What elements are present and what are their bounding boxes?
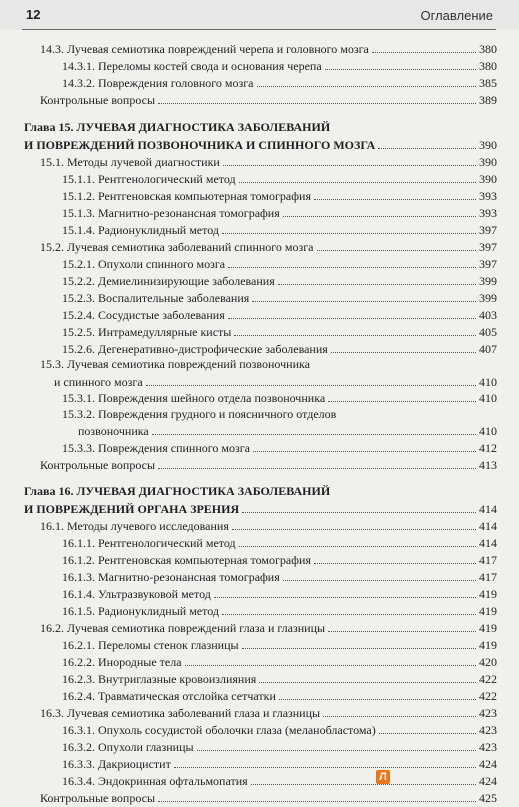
publisher-logo-icon: Л (376, 770, 390, 784)
dot-leader (253, 439, 476, 452)
toc-entry-title: 15.3.2. Повреждения грудного и поясничного отделов (62, 407, 337, 421)
toc-entry-page: 412 (479, 441, 497, 455)
toc-entry-title: Контрольные вопросы (40, 93, 156, 107)
toc-entry (40, 356, 497, 373)
toc-entry (40, 238, 497, 255)
toc-entry (62, 670, 497, 687)
toc-entry (62, 204, 497, 221)
dot-leader (283, 204, 476, 217)
toc-entry-title: 15.2.3. Воспалительные заболевания (62, 291, 250, 305)
toc-entry-page: 390 (479, 155, 497, 169)
dot-leader (328, 389, 476, 402)
dot-leader (242, 500, 476, 513)
dot-leader (314, 187, 476, 200)
toc-entry-title: 15.3.1. Повреждения шейного отдела позвоночника (62, 391, 326, 405)
toc-entry-page: 397 (479, 257, 497, 271)
toc-entry (62, 534, 497, 551)
dot-leader (214, 585, 476, 598)
dot-leader (331, 340, 476, 353)
toc-entry (62, 755, 497, 772)
toc-entry-page: 417 (479, 553, 497, 567)
chapter-heading (24, 136, 497, 153)
toc-entry-page: 403 (479, 308, 497, 322)
toc-entry (40, 456, 497, 473)
toc-entry-page: 397 (479, 240, 497, 254)
toc-entry (40, 704, 497, 721)
dot-leader (257, 74, 477, 87)
running-title: Оглавление (420, 8, 493, 23)
toc-entry-page: 385 (479, 76, 497, 90)
dot-leader (158, 789, 476, 802)
toc-entry-title: 16.1.4. Ультразвуковой метод (62, 587, 211, 601)
toc-entry-title: 14.3.2. Повреждения головного мозга (62, 76, 254, 90)
toc-entry-title: 16.3.1. Опухоль сосудистой оболочки глаза (меланобластома) (62, 723, 376, 737)
toc-entry-page: 389 (479, 93, 497, 107)
toc-entry (62, 551, 497, 568)
chapter-heading (24, 500, 497, 517)
toc-entry-page: 380 (479, 59, 497, 73)
dot-leader (379, 721, 476, 734)
toc-entry-page: 419 (479, 604, 497, 618)
toc-entry-page: 399 (479, 274, 497, 288)
toc-entry-title: 16.3.4. Эндокринная офтальмопатия (62, 774, 248, 788)
toc-entry (62, 653, 497, 670)
dot-leader (317, 238, 477, 251)
toc-entry-title: 16.3.2. Опухоли глазницы (62, 740, 194, 754)
dot-leader (239, 534, 476, 547)
toc-entry (62, 187, 497, 204)
toc-entry-title: 14.3.1. Переломы костей свода и основания черепа (62, 59, 322, 73)
toc-entry-title: 16.2.4. Травматическая отслойка сетчатки (62, 689, 276, 703)
dot-leader (259, 670, 476, 683)
toc-entry-page: 417 (479, 570, 497, 584)
toc-entry-title: 15.1.2. Рентгеновская компьютерная томография (62, 189, 311, 203)
toc-entry-title: и спинного мозга (54, 375, 143, 389)
toc-entry (62, 74, 497, 91)
dot-leader (279, 687, 476, 700)
toc-entry (40, 517, 497, 534)
toc-entry (62, 585, 497, 602)
toc-entry-title: 15.2. Лучевая семиотика заболеваний спинного мозга (40, 240, 314, 254)
toc-entry-title: 15.3. Лучевая семиотика повреждений позвоночника (40, 357, 310, 371)
toc-entry (62, 687, 497, 704)
toc-entry (62, 289, 497, 306)
toc-entry (62, 170, 497, 187)
chapter-heading (24, 119, 497, 136)
toc-entry-title: 15.2.1. Опухоли спинного мозга (62, 257, 226, 271)
toc-entry-page: 410 (479, 424, 497, 438)
toc-entry-title: 15.3.3. Повреждения спинного мозга (62, 441, 250, 455)
toc-entry-page: 390 (479, 172, 497, 186)
toc-entry-page: 393 (479, 206, 497, 220)
toc-entry-title: И ПОВРЕЖДЕНИЙ ПОЗВОНОЧНИКА И СПИННОГО МОЗГА (24, 138, 376, 152)
toc-entry-page: 414 (479, 536, 497, 550)
dot-leader (222, 602, 476, 615)
toc-entry-title: Контрольные вопросы (40, 458, 156, 472)
toc-entry-page: 423 (479, 723, 497, 737)
dot-leader (228, 306, 476, 319)
dot-leader (232, 517, 476, 530)
toc-entry (62, 602, 497, 619)
toc-entry-title: 16.2.2. Инородные тела (62, 655, 182, 669)
toc-entry-title: 16.2. Лучевая семиотика повреждений глаза и глазницы (40, 621, 326, 635)
toc-entry (40, 619, 497, 636)
toc-entry-page: 423 (479, 706, 497, 720)
toc-entry-title: 16.3.3. Дакриоцистит (62, 757, 171, 771)
dot-leader (185, 653, 476, 666)
dot-leader (197, 738, 476, 751)
toc-entry (62, 306, 497, 323)
toc-entry (62, 323, 497, 340)
toc-entry-page: 419 (479, 587, 497, 601)
toc-entry-title: 15.2.4. Сосудистые заболевания (62, 308, 225, 322)
toc-entry-page: 424 (479, 757, 497, 771)
dot-leader (146, 373, 476, 386)
toc-entry-title: 15.1.4. Радионуклидный метод (62, 223, 219, 237)
toc-entry-page: 410 (479, 375, 497, 389)
dot-leader (252, 289, 476, 302)
toc-entry (78, 422, 497, 439)
toc-entry-title: 16.1.1. Рентгенологический метод (62, 536, 236, 550)
toc-entry (62, 406, 497, 423)
toc-entry-page: 405 (479, 325, 497, 339)
toc-entry (62, 221, 497, 238)
dot-leader (323, 704, 476, 717)
toc-entry-title: 15.1. Методы лучевой диагностики (40, 155, 220, 169)
toc-entry (62, 272, 497, 289)
toc-entry-title: 16.2.3. Внутриглазные кровоизлияния (62, 672, 257, 686)
toc-entry-page: 407 (479, 342, 497, 356)
dot-leader (158, 456, 476, 469)
toc-entry-page: 420 (479, 655, 497, 669)
toc-entry-page: 425 (479, 791, 497, 805)
dot-leader (152, 422, 476, 435)
toc-entry-title: И ПОВРЕЖДЕНИЙ ОРГАНА ЗРЕНИЯ (24, 502, 240, 516)
toc-entry-page: 399 (479, 291, 497, 305)
dot-leader (222, 221, 476, 234)
toc-entry (62, 738, 497, 755)
dot-leader (158, 91, 476, 104)
dot-leader (283, 568, 476, 581)
dot-leader (372, 40, 476, 53)
toc-entry (62, 389, 497, 406)
toc-entry-page: 393 (479, 189, 497, 203)
toc-entry (62, 721, 497, 738)
dot-leader (174, 755, 476, 768)
toc-entry-page: 422 (479, 689, 497, 703)
toc-entry-title: 15.1.3. Магнитно-резонансная томография (62, 206, 280, 220)
toc-entry-title: 15.2.6. Дегенеративно-дистрофические заболевания (62, 342, 328, 356)
toc-entry-page: 423 (479, 740, 497, 754)
toc-entry-page: 414 (479, 502, 497, 516)
toc-entry (62, 772, 497, 789)
toc-entry-title: 15.2.5. Интрамедуллярные кисты (62, 325, 232, 339)
toc-entry (62, 439, 497, 456)
toc-entry-title: 15.2.2. Демиелинизирующие заболевания (62, 274, 275, 288)
toc-entry-title: 14.3. Лучевая семиотика повреждений черепа и головного мозга (40, 42, 369, 56)
toc-entry-title: Глава 15. ЛУЧЕВАЯ ДИАГНОСТИКА ЗАБОЛЕВАНИЙ (24, 120, 331, 134)
toc-entry-page: 380 (479, 42, 497, 56)
dot-leader (251, 772, 476, 785)
toc-entry-title: позвоночника (78, 424, 149, 438)
toc-entry (62, 636, 497, 653)
toc-entry-title: 15.1.1. Рентгенологический метод (62, 172, 236, 186)
toc-entry-title: 16.3. Лучевая семиотика заболеваний глаза и глазницы (40, 706, 321, 720)
toc-entry-page: 397 (479, 223, 497, 237)
dot-leader (234, 323, 476, 336)
dot-leader (314, 551, 476, 564)
dot-leader (242, 636, 476, 649)
toc-entry-title: 16.1. Методы лучевого исследования (40, 519, 229, 533)
toc-entry (62, 340, 497, 357)
toc-entry-title: 16.1.5. Радионуклидный метод (62, 604, 219, 618)
page-number: 12 (26, 7, 41, 22)
toc-entry-page: 390 (479, 138, 497, 152)
toc-entry (54, 373, 497, 390)
dot-leader (378, 136, 476, 149)
toc-entry (40, 40, 497, 57)
page-header (0, 0, 519, 30)
dot-leader (325, 57, 476, 70)
header-divider (22, 29, 496, 30)
dot-leader (278, 272, 476, 285)
toc-entry-page: 419 (479, 621, 497, 635)
dot-leader (328, 619, 476, 632)
dot-leader (239, 170, 476, 183)
dot-leader (228, 255, 476, 268)
toc-entry-page: 410 (479, 391, 497, 405)
toc-entry-page: 424 (479, 774, 497, 788)
toc-entry-title: 16.1.2. Рентгеновская компьютерная томография (62, 553, 311, 567)
chapter-heading (24, 483, 497, 500)
toc-entry (62, 568, 497, 585)
toc-entry-title: 16.1.3. Магнитно-резонансная томография (62, 570, 280, 584)
toc-entry (62, 255, 497, 272)
toc-entry-title: Контрольные вопросы (40, 791, 156, 805)
toc-entry-page: 419 (479, 638, 497, 652)
toc-entry (40, 789, 497, 806)
toc-entry (62, 57, 497, 74)
toc-entry (40, 91, 497, 108)
toc-entry-page: 414 (479, 519, 497, 533)
dot-leader (223, 153, 476, 166)
toc-entry-title: Глава 16. ЛУЧЕВАЯ ДИАГНОСТИКА ЗАБОЛЕВАНИЙ (24, 484, 331, 498)
toc-entry-title: 16.2.1. Переломы стенок глазницы (62, 638, 239, 652)
toc-entry (40, 153, 497, 170)
toc-entry-page: 422 (479, 672, 497, 686)
toc-entry-page: 413 (479, 458, 497, 472)
